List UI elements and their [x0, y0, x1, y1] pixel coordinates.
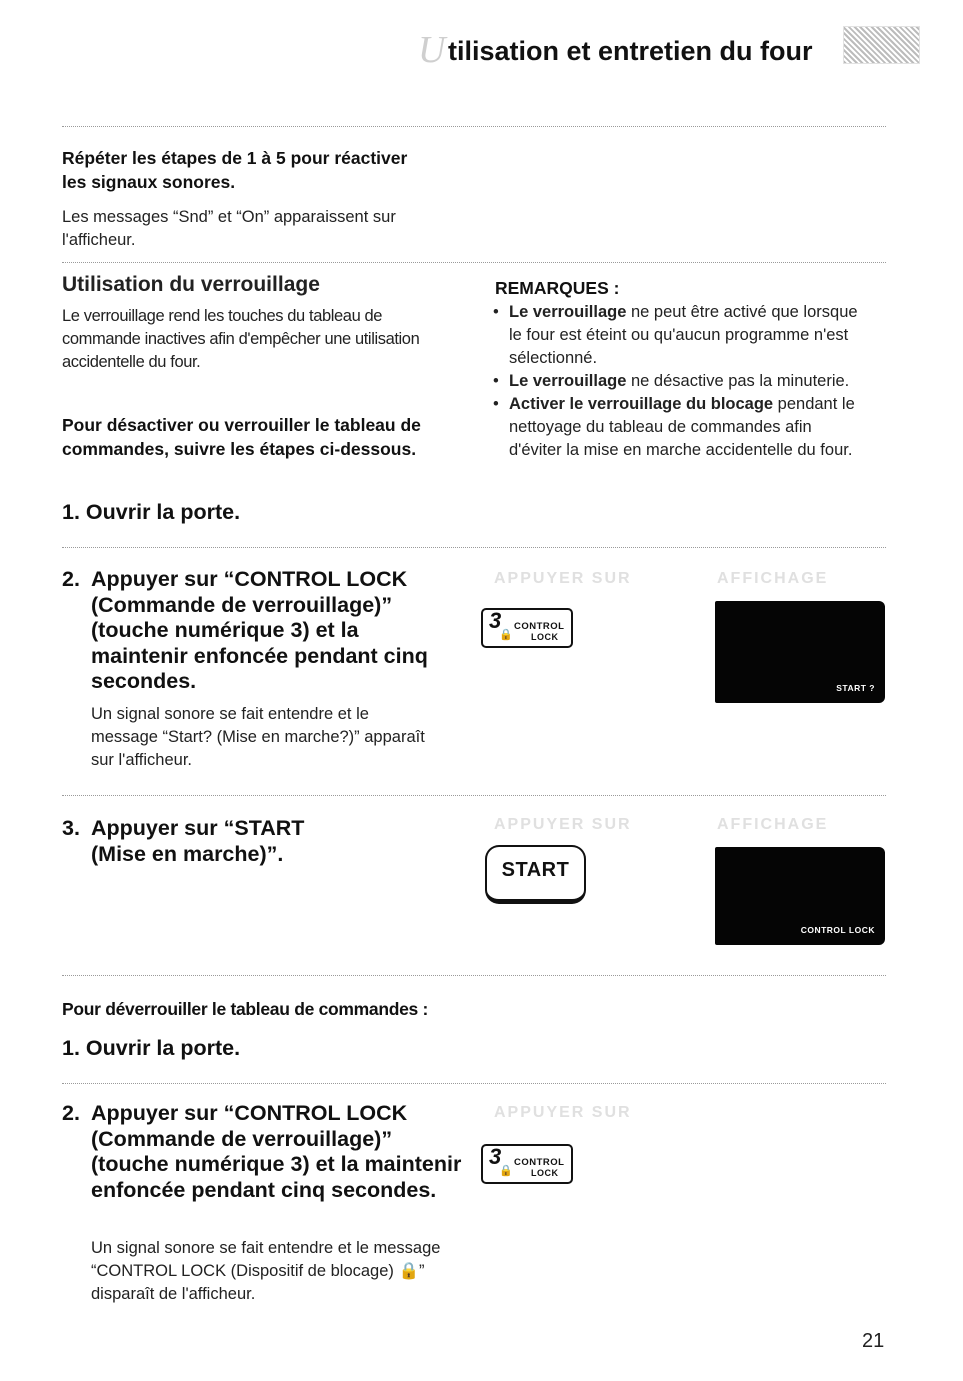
- lock-step-3-title: Appuyer sur “START (Mise en marche)”.: [91, 816, 305, 866]
- header-initial-letter: U: [418, 29, 446, 71]
- key-lock-label: LOCK: [531, 632, 559, 642]
- lock-step-1: [62, 500, 240, 526]
- display-text: START ?: [836, 683, 875, 693]
- lock-step-2-number: 2.: [62, 567, 80, 591]
- divider: [62, 975, 886, 976]
- note-bold: Le verrouillage: [509, 372, 627, 390]
- key-control-label: CONTROL: [514, 621, 565, 632]
- divider: [62, 262, 886, 263]
- divider: [62, 547, 886, 548]
- step-text: Ouvrir la porte.: [85, 1036, 241, 1060]
- note-item: [493, 301, 865, 370]
- divider: [62, 126, 886, 127]
- note-text: ne désactive pas la minuterie.: [626, 372, 850, 390]
- note-item: [493, 370, 865, 393]
- oven-display: [715, 601, 885, 703]
- section-title: Utilisation du verrouillage: [62, 273, 320, 296]
- note-bold: Activer le verrouillage du blocage: [509, 395, 774, 413]
- key-lock-label: LOCK: [531, 1168, 559, 1178]
- page-title: tilisation et entretien du four: [448, 36, 813, 66]
- oven-display: [715, 847, 885, 945]
- lock-step-2-title: Appuyer sur “CONTROL LOCK (Commande de verrouillage)” (touche numérique 3) et la maintenir enfoncée pendant cinq secondes.: [91, 567, 428, 693]
- lock-instruction: Pour désactiver ou verrouiller le tableau de commandes, suivre les étapes ci-dessous.: [62, 415, 421, 459]
- control-lock-key: [481, 608, 573, 648]
- lock-icon: 🔒: [499, 629, 513, 641]
- step-text: Ouvrir la porte.: [85, 500, 241, 524]
- unlock-heading: Pour déverrouiller le tableau de commandes :: [62, 999, 429, 1019]
- page-number: 21: [862, 1330, 885, 1352]
- divider: [62, 795, 886, 796]
- display-column-label: AFFICHAGE: [717, 570, 829, 587]
- step-number: 1.: [62, 500, 80, 524]
- note-bold: Le verrouillage: [509, 303, 627, 321]
- header-decorative-pattern: [843, 26, 920, 64]
- key-digit: 3: [489, 608, 502, 633]
- lock-icon: 🔒: [499, 1165, 513, 1177]
- intro-text: Les messages “Snd” et “On” apparaissent sur l'afficheur.: [62, 208, 396, 249]
- press-column-label: APPUYER SUR: [494, 570, 632, 587]
- unlock-step-2-text: Un signal sonore se fait entendre et le message “CONTROL LOCK (Dispositif de blocage) 🔒” disparaît de l'afficheur.: [91, 1239, 441, 1303]
- step-number: 1.: [62, 1036, 80, 1060]
- unlock-step-2-number: 2.: [62, 1101, 80, 1125]
- start-key-label: START: [501, 859, 570, 881]
- control-lock-key: [481, 1144, 573, 1184]
- note-text: ne peut être activé que lorsque le four est éteint ou qu'aucun programme n'est sélectionné.: [509, 303, 858, 367]
- key-control-label: CONTROL: [514, 1157, 565, 1168]
- start-key: [485, 845, 586, 904]
- display-text: CONTROL LOCK: [800, 925, 875, 935]
- press-column-label: APPUYER SUR: [494, 1104, 632, 1121]
- key-digit: 3: [489, 1144, 502, 1169]
- display-column-label: AFFICHAGE: [717, 816, 829, 833]
- press-column-label: APPUYER SUR: [494, 816, 632, 833]
- note-text: pendant le nettoyage du tableau de commandes afin d'éviter la mise en marche accidentelle du four.: [509, 395, 855, 459]
- divider: [62, 1083, 886, 1084]
- lock-step-3-number: 3.: [62, 816, 80, 840]
- intro-heading: Répéter les étapes de 1 à 5 pour réactiver les signaux sonores.: [62, 148, 408, 192]
- notes-list: [493, 301, 865, 462]
- note-item: [493, 393, 865, 462]
- lock-step-2-text: Un signal sonore se fait entendre et le message “Start? (Mise en marche?)” apparaît sur l'afficheur.: [91, 705, 425, 769]
- section-description: Le verrouillage rend les touches du tableau de commande inactives afin d'empêcher une utilisation accidentelle du four.: [62, 307, 420, 371]
- unlock-step-2-title: Appuyer sur “CONTROL LOCK (Commande de verrouillage)” (touche numérique 3) et la maintenir enfoncée pendant cinq secondes.: [91, 1101, 462, 1202]
- notes-title: REMARQUES :: [495, 278, 620, 298]
- unlock-step-1: [62, 1036, 240, 1062]
